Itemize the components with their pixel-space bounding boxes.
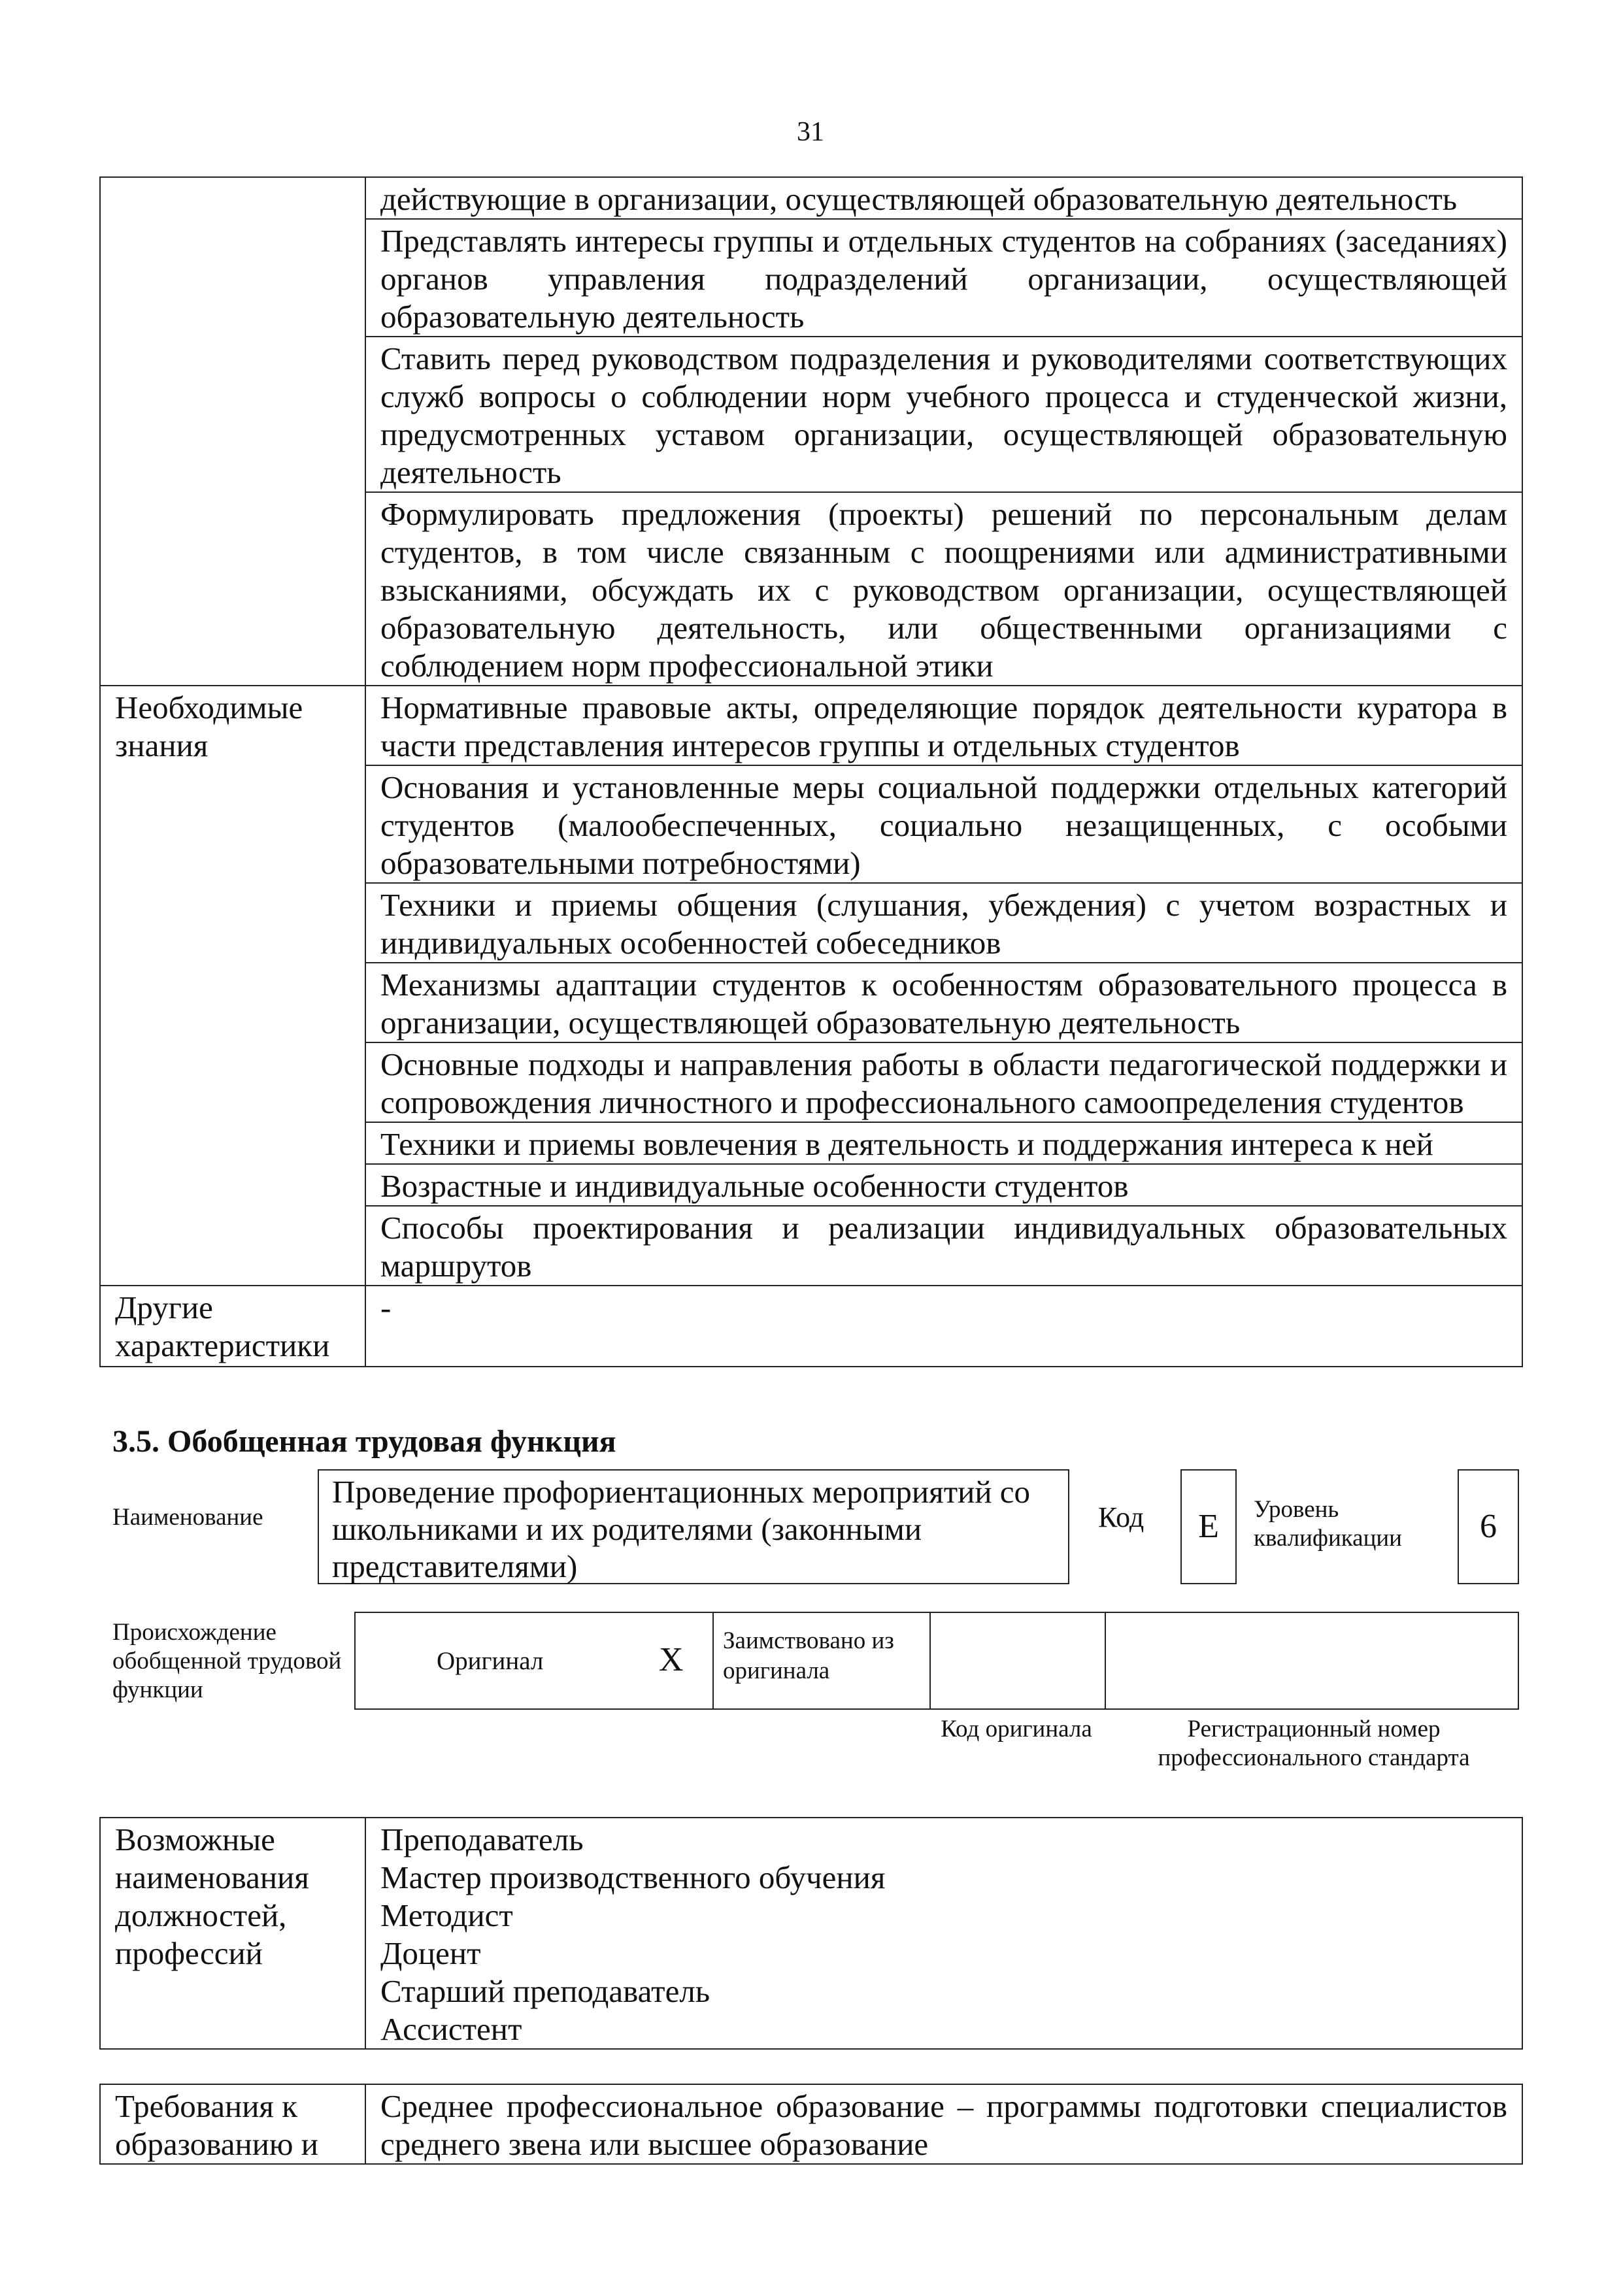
table-row <box>100 686 1522 765</box>
row-label-other: Другие характеристики <box>100 1286 365 1367</box>
list-item: Старший преподаватель <box>380 1973 710 2009</box>
table-row <box>100 177 1522 219</box>
row-text: Техники и приемы общения (слушания, убеждения) с учетом возрастных и индивидуальных особенностей собеседников <box>365 883 1522 963</box>
row-text: Основные подходы и направления работы в области педагогической поддержки и сопровождения личностного и профессионального самоопределения студентов <box>365 1042 1522 1122</box>
reg-number-cell <box>1105 1612 1519 1710</box>
row-text: Представлять интересы группы и отдельных студентов на собраниях (заседаниях) органов управления подразделений организации, осуществляющей образовательную деятельность <box>365 219 1522 337</box>
list-item: Доцент <box>380 1935 481 1971</box>
row-text: Нормативные правовые акты, определяющие порядок деятельности куратора в части представления интересов группы и отдельных студентов <box>365 686 1522 765</box>
positions-table <box>99 1817 1523 2050</box>
level-value: 6 <box>1458 1469 1519 1584</box>
name-value: Проведение профориентационных мероприятий со школьниками и их родителями (законными представителями) <box>318 1469 1069 1584</box>
row-text: Техники и приемы вовлечения в деятельность и поддержания интереса к ней <box>365 1122 1522 1164</box>
reg-number-caption: Регистрационный номер профессионального стандарта <box>1158 1716 1470 1771</box>
row-text: Формулировать предложения (проекты) решений по персональным делам студентов, в том числе связанным с поощрениями или административными взысканиями, обсуждать их с руководством организации, осуществляющей образовательную деятельность, или общественными организациями с соблюдением норм профессиональной этики <box>365 492 1522 686</box>
code-value: E <box>1180 1469 1237 1584</box>
education-text: Среднее профессиональное образование – программы подготовки специалистов среднего звена или высшее образование <box>365 2084 1522 2164</box>
code-original-cell <box>929 1612 1106 1710</box>
page-number: 31 <box>797 117 824 147</box>
table-row <box>100 1286 1522 1367</box>
table-row <box>100 1818 1522 2049</box>
list-item: Преподаватель <box>380 1822 584 1857</box>
row-text: Основания и установленные меры социальной поддержки отдельных категорий студентов (малообеспеченных, социально незащищенных, с особыми образовательными потребностями) <box>365 765 1522 883</box>
row-text: - <box>365 1286 1522 1367</box>
row-text: Возрастные и индивидуальные особенности студентов <box>365 1164 1522 1206</box>
education-table <box>99 2084 1523 2165</box>
name-label: Наименование <box>112 1504 263 1531</box>
row-label-knowledge: Необходимые знания <box>100 686 365 1286</box>
row-text: Ставить перед руководством подразделения и руководителями соответствующих служб вопросы о соблюдении норм учебного процесса и студенческой жизни, предусмотренных уставом организации, осуществляющей образовательную деятельность <box>365 337 1522 492</box>
list-item: Методист <box>380 1897 513 1933</box>
row-text: действующие в организации, осуществляющей образовательную деятельность <box>365 177 1522 219</box>
table-row <box>100 2084 1522 2164</box>
code-label: Код <box>1098 1501 1145 1533</box>
list-item: Мастер производственного обучения <box>380 1859 886 1895</box>
row-text: Механизмы адаптации студентов к особенностям образовательного процесса в организации, осуществляющей образовательную деятельность <box>365 963 1522 1042</box>
list-item: Ассистент <box>380 2011 522 2047</box>
original-mark: X <box>659 1641 684 1678</box>
row-label <box>100 177 365 686</box>
positions-list <box>365 1818 1522 2049</box>
original-label: Оригинал <box>437 1647 544 1675</box>
knowledge-skills-table <box>99 176 1523 1367</box>
code-original-caption: Код оригинала <box>941 1716 1092 1742</box>
positions-label: Возможные наименования должностей, профессий <box>100 1818 365 2049</box>
section-title: 3.5. Обобщенная трудовая функция <box>112 1424 616 1459</box>
borrowed-label: Заимствовано из оригинала <box>712 1612 931 1710</box>
level-label: Уровень квалификации <box>1254 1496 1402 1552</box>
education-label: Требования к образованию и <box>100 2084 365 2164</box>
origin-label: Происхождение обобщенной трудовой функции <box>112 1619 342 1703</box>
row-text: Способы проектирования и реализации индивидуальных образовательных маршрутов <box>365 1206 1522 1286</box>
